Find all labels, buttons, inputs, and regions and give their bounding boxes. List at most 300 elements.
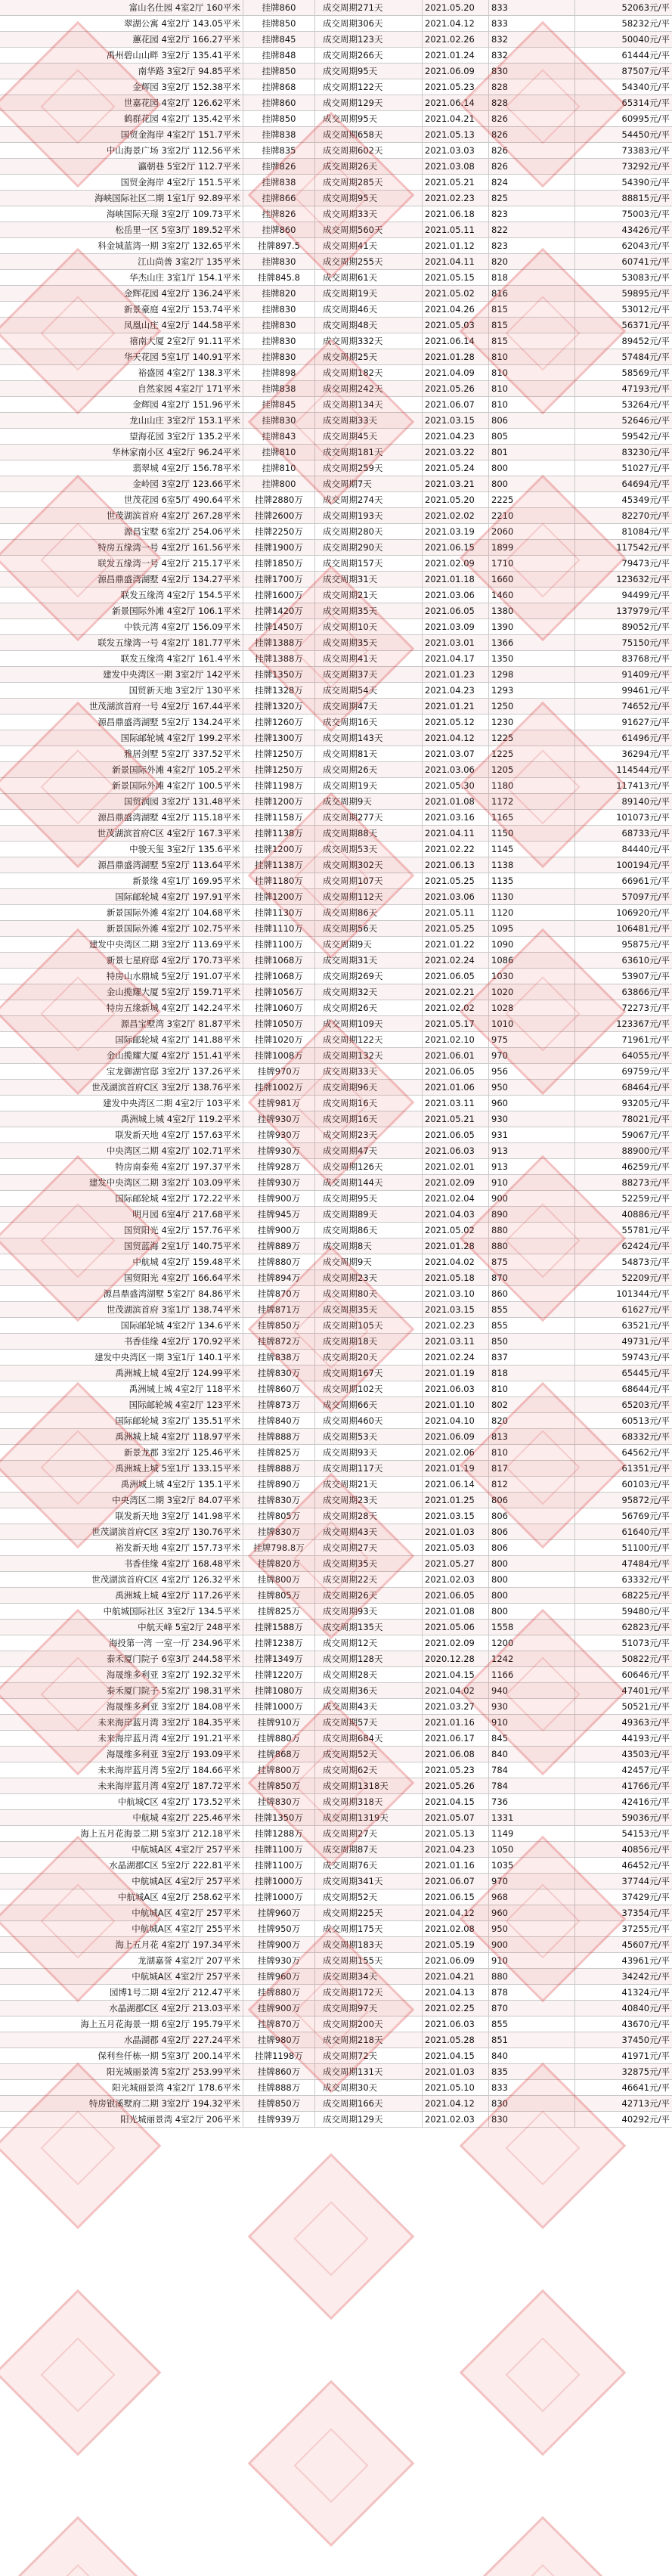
table-row bbox=[0, 905, 672, 921]
listing-title-cell: 科金城蓝湾一期 3室2厅 132.65平米 bbox=[0, 238, 243, 253]
listing-title-cell: 禹洲城上城 4室2厅 118.97平米 bbox=[0, 1429, 243, 1444]
deal-date-cell: 2021.01.08 bbox=[423, 1604, 489, 1619]
deal-cycle-cell: 成交周期96天 bbox=[315, 1080, 423, 1095]
deal-date-cell: 2021.05.23 bbox=[423, 1762, 489, 1778]
unit-price-cell: 57484元/平 bbox=[621, 352, 670, 362]
listing-price-cell: 挂牌1100万 bbox=[243, 1858, 315, 1873]
listing-price-cell: 挂牌1200万 bbox=[243, 794, 315, 809]
deal-price-cell: 802 bbox=[489, 1397, 575, 1412]
table-row bbox=[0, 95, 672, 111]
table-row bbox=[0, 1699, 672, 1715]
table-row bbox=[0, 79, 672, 95]
table-row bbox=[0, 857, 672, 873]
deal-date-cell: 2021.06.09 bbox=[423, 64, 489, 79]
deal-cycle-cell: 成交周期33天 bbox=[315, 1064, 423, 1079]
listing-price-cell: 挂牌830 bbox=[243, 302, 315, 317]
listing-price-cell: 挂牌838 bbox=[243, 175, 315, 190]
unit-price-cell: 91627元/平 bbox=[621, 717, 670, 727]
table-row bbox=[0, 270, 672, 286]
listing-price-cell: 挂牌800万 bbox=[243, 1762, 315, 1778]
table-row bbox=[0, 1350, 672, 1365]
deal-cycle-cell: 成交周期155天 bbox=[315, 1953, 423, 1968]
deal-price-cell: 1130 bbox=[489, 889, 575, 904]
table-row bbox=[0, 826, 672, 842]
deal-cycle-cell: 成交周期43天 bbox=[315, 1699, 423, 1714]
listing-price-cell: 挂牌1068万 bbox=[243, 953, 315, 968]
listing-title-cell: 中骏天玺 3室2厅 135.6平米 bbox=[0, 842, 243, 857]
unit-price-cell: 91409元/平 bbox=[621, 669, 670, 680]
listing-title-cell: 中航城A区 4室2厅 257平米 bbox=[0, 1842, 243, 1857]
unit-price-cell: 78021元/平 bbox=[621, 1114, 670, 1124]
deal-price-cell: 1166 bbox=[489, 1667, 575, 1682]
deal-price-cell: 845 bbox=[489, 1731, 575, 1746]
listing-price-cell: 挂牌850万 bbox=[243, 1778, 315, 1793]
unit-price-cell: 117413元/平 bbox=[616, 780, 670, 791]
unit-price-cell: 54390元/平 bbox=[621, 177, 670, 188]
deal-cycle-cell: 成交周期181天 bbox=[315, 445, 423, 460]
unit-price-cell: 100194元/平 bbox=[616, 860, 670, 870]
table-row bbox=[0, 349, 672, 365]
table-row bbox=[0, 0, 672, 16]
deal-cycle-cell: 成交周期35天 bbox=[315, 635, 423, 650]
listing-price-cell: 挂牌870万 bbox=[243, 1286, 315, 1301]
deal-cycle-cell: 成交周期27天 bbox=[315, 1826, 423, 1841]
listing-title-cell: 禹洲城上城 4室2厅 117.26平米 bbox=[0, 1588, 243, 1603]
unit-price-cell: 37744元/平 bbox=[621, 1876, 670, 1886]
deal-date-cell: 2021.01.08 bbox=[423, 794, 489, 809]
deal-date-cell: 2021.04.15 bbox=[423, 2048, 489, 2063]
unit-price-cell: 123367元/平 bbox=[616, 1018, 670, 1029]
listing-price-cell: 挂牌820万 bbox=[243, 1556, 315, 1571]
deal-price-cell: 840 bbox=[489, 2048, 575, 2063]
listing-title-cell: 金辉园 4室2厅 151.96平米 bbox=[0, 397, 243, 412]
listing-title-cell: 宝龙御湖官邸 3室2厅 137.26平米 bbox=[0, 1064, 243, 1079]
listing-title-cell: 中航城A区 4室2厅 255平米 bbox=[0, 1921, 243, 1936]
deal-price-cell: 1020 bbox=[489, 984, 575, 1000]
listing-title-cell: 世茂湖滨首府C区 3室2厅 130.76平米 bbox=[0, 1524, 243, 1539]
listing-title-cell: 联发新天地 4室2厅 157.63平米 bbox=[0, 1127, 243, 1142]
deal-cycle-cell: 成交周期175天 bbox=[315, 1921, 423, 1936]
deal-cycle-cell: 成交周期290天 bbox=[315, 540, 423, 555]
deal-cycle-cell: 成交周期62天 bbox=[315, 1762, 423, 1778]
deal-cycle-cell: 成交周期143天 bbox=[315, 730, 423, 746]
listing-title-cell: 华林家南小区 4室2厅 96.24平米 bbox=[0, 445, 243, 460]
unit-price-cell: 89452元/平 bbox=[621, 336, 670, 346]
table-row bbox=[0, 460, 672, 476]
deal-date-cell: 2021.04.02 bbox=[423, 1683, 489, 1698]
deal-price-cell: 970 bbox=[489, 1874, 575, 1889]
deal-date-cell: 2021.03.19 bbox=[423, 524, 489, 539]
listing-title-cell: 新景国际外滩 4室2厅 105.2平米 bbox=[0, 762, 243, 777]
deal-date-cell: 2021.04.21 bbox=[423, 111, 489, 126]
deal-date-cell: 2021.02.10 bbox=[423, 1032, 489, 1047]
table-row bbox=[0, 318, 672, 333]
listing-title-cell: 南华路 3室2厅 94.85平米 bbox=[0, 64, 243, 79]
table-row bbox=[0, 397, 672, 413]
listing-price-cell: 挂牌1850万 bbox=[243, 556, 315, 571]
table-row bbox=[0, 1429, 672, 1445]
listing-title-cell: 新景国际外滩 4室2厅 104.68平米 bbox=[0, 905, 243, 920]
deal-price-cell: 1030 bbox=[489, 969, 575, 984]
deal-price-cell: 1165 bbox=[489, 810, 575, 825]
table-row bbox=[0, 127, 672, 143]
deal-cycle-cell: 成交周期9天 bbox=[315, 1254, 423, 1269]
deal-price-cell: 833 bbox=[489, 2080, 575, 2095]
table-row bbox=[0, 1381, 672, 1397]
unit-price-cell: 87507元/平 bbox=[621, 66, 670, 76]
unit-price-cell: 88273元/平 bbox=[621, 1177, 670, 1188]
listing-title-cell: 特房五缘湾一号 4室2厅 161.56平米 bbox=[0, 540, 243, 555]
watermark-logo bbox=[248, 2153, 415, 2320]
unit-price-cell: 41324元/平 bbox=[621, 1987, 670, 1998]
deal-price-cell: 975 bbox=[489, 1032, 575, 1047]
deal-date-cell: 2021.06.07 bbox=[423, 1874, 489, 1889]
table-row bbox=[0, 32, 672, 48]
listing-title-cell: 海投第一湾 一室一厅 234.96平米 bbox=[0, 1635, 243, 1651]
listing-title-cell: 翠湖公寓 4室2厅 143.05平米 bbox=[0, 16, 243, 31]
deal-price-cell: 960 bbox=[489, 1905, 575, 1920]
table-row bbox=[0, 1000, 672, 1016]
deal-cycle-cell: 成交周期32天 bbox=[315, 984, 423, 1000]
unit-price-cell: 82270元/平 bbox=[621, 510, 670, 521]
deal-price-cell: 1899 bbox=[489, 540, 575, 555]
listing-title-cell: 翡翠城 4室2厅 156.78平米 bbox=[0, 460, 243, 476]
deal-cycle-cell: 成交周期52天 bbox=[315, 1747, 423, 1762]
deal-cycle-cell: 成交周期132天 bbox=[315, 1048, 423, 1063]
deal-cycle-cell: 成交周期109天 bbox=[315, 1016, 423, 1031]
listing-title-cell: 未来海岸蓝月湾 4室2厅 187.72平米 bbox=[0, 1778, 243, 1793]
listing-price-cell: 挂牌871万 bbox=[243, 1302, 315, 1317]
listing-title-cell: 自然家园 4室2厅 171平米 bbox=[0, 381, 243, 396]
unit-price-cell: 59542元/平 bbox=[621, 431, 670, 442]
deal-date-cell: 2021.06.15 bbox=[423, 540, 489, 555]
deal-date-cell: 2021.05.30 bbox=[423, 778, 489, 793]
table-row bbox=[0, 1270, 672, 1286]
deal-cycle-cell: 成交周期602天 bbox=[315, 143, 423, 158]
deal-price-cell: 800 bbox=[489, 1572, 575, 1587]
listing-price-cell: 挂牌888万 bbox=[243, 1461, 315, 1476]
listing-title-cell: 阳光城丽景湾 4室2厅 178.6平米 bbox=[0, 2080, 243, 2095]
deal-price-cell: 968 bbox=[489, 1889, 575, 1905]
table-row bbox=[0, 1778, 672, 1794]
deal-cycle-cell: 成交周期182天 bbox=[315, 365, 423, 380]
table-row bbox=[0, 2112, 672, 2128]
listing-price-cell: 挂牌1328万 bbox=[243, 683, 315, 698]
listing-price-cell: 挂牌1200万 bbox=[243, 842, 315, 857]
listing-title-cell: 海峡国际社区二期 1室1厅 92.89平米 bbox=[0, 191, 243, 206]
listing-price-cell: 挂牌1000万 bbox=[243, 1889, 315, 1905]
deal-cycle-cell: 成交周期167天 bbox=[315, 1365, 423, 1381]
listing-price-cell: 挂牌810 bbox=[243, 445, 315, 460]
table-row bbox=[0, 492, 672, 508]
table-row bbox=[0, 1921, 672, 1937]
deal-date-cell: 2021.06.14 bbox=[423, 1477, 489, 1492]
deal-date-cell: 2021.06.05 bbox=[423, 603, 489, 618]
listing-price-cell: 挂牌1068万 bbox=[243, 969, 315, 984]
deal-cycle-cell: 成交周期35天 bbox=[315, 1556, 423, 1571]
deal-price-cell: 1028 bbox=[489, 1000, 575, 1015]
listing-title-cell: 园博1号二期 4室2厅 212.47平米 bbox=[0, 1985, 243, 2000]
table-row bbox=[0, 1080, 672, 1096]
deal-date-cell: 2021.04.10 bbox=[423, 1413, 489, 1428]
deal-date-cell: 2021.03.22 bbox=[423, 445, 489, 460]
deal-cycle-cell: 成交周期122天 bbox=[315, 79, 423, 95]
deal-price-cell: 956 bbox=[489, 1064, 575, 1079]
table-row bbox=[0, 1096, 672, 1111]
deal-price-cell: 1380 bbox=[489, 603, 575, 618]
deal-price-cell: 1298 bbox=[489, 667, 575, 682]
listing-price-cell: 挂牌1198万 bbox=[243, 778, 315, 793]
listing-title-cell: 龙山山庄 3室2厅 153.1平米 bbox=[0, 413, 243, 428]
deal-cycle-cell: 成交周期80天 bbox=[315, 1286, 423, 1301]
listing-title-cell: 水晶湖郡 4室2厅 227.24平米 bbox=[0, 2032, 243, 2047]
listing-title-cell: 书香佳缘 4室2厅 168.48平米 bbox=[0, 1556, 243, 1571]
table-row bbox=[0, 159, 672, 175]
unit-price-cell: 117542元/平 bbox=[616, 542, 670, 553]
deal-date-cell: 2021.06.01 bbox=[423, 1048, 489, 1063]
listing-title-cell: 松岳里一区 5室3厅 189.52平米 bbox=[0, 222, 243, 237]
deal-cycle-cell: 成交周期76天 bbox=[315, 1858, 423, 1873]
unit-price-cell: 72273元/平 bbox=[621, 1003, 670, 1013]
listing-price-cell: 挂牌805万 bbox=[243, 1588, 315, 1603]
deal-price-cell: 1095 bbox=[489, 921, 575, 936]
listing-price-cell: 挂牌1138万 bbox=[243, 826, 315, 841]
unit-price-cell: 59067元/平 bbox=[621, 1130, 670, 1140]
deal-date-cell: 2021.05.20 bbox=[423, 0, 489, 15]
listing-price-cell: 挂牌798.8万 bbox=[243, 1540, 315, 1555]
deal-price-cell: 1225 bbox=[489, 730, 575, 746]
deal-date-cell: 2021.05.17 bbox=[423, 1016, 489, 1031]
unit-price-cell: 41766元/平 bbox=[621, 1781, 670, 1791]
unit-price-cell: 74652元/平 bbox=[621, 701, 670, 711]
unit-price-cell: 32875元/平 bbox=[621, 2066, 670, 2077]
listing-price-cell: 挂牌830万 bbox=[243, 1365, 315, 1381]
unit-price-cell: 123632元/平 bbox=[616, 574, 670, 584]
listing-title-cell: 国贸润园 3室2厅 131.48平米 bbox=[0, 794, 243, 809]
unit-price-cell: 64694元/平 bbox=[621, 479, 670, 489]
deal-price-cell: 784 bbox=[489, 1762, 575, 1778]
listing-price-cell: 挂牌830 bbox=[243, 413, 315, 428]
deal-date-cell: 2021.04.12 bbox=[423, 16, 489, 31]
deal-date-cell: 2021.04.09 bbox=[423, 365, 489, 380]
listing-title-cell: 中铁元湾 4室2厅 156.09平米 bbox=[0, 619, 243, 634]
deal-price-cell: 815 bbox=[489, 302, 575, 317]
deal-price-cell: 1390 bbox=[489, 619, 575, 634]
deal-date-cell: 2021.06.03 bbox=[423, 1143, 489, 1158]
unit-price-cell: 65203元/平 bbox=[621, 1400, 670, 1410]
table-row bbox=[0, 540, 672, 556]
deal-date-cell: 2021.03.06 bbox=[423, 762, 489, 777]
deal-cycle-cell: 成交周期172天 bbox=[315, 1985, 423, 2000]
unit-price-cell: 84440元/平 bbox=[621, 844, 670, 854]
deal-date-cell: 2021.04.13 bbox=[423, 1985, 489, 2000]
table-row bbox=[0, 1365, 672, 1381]
listing-price-cell: 挂牌1450万 bbox=[243, 619, 315, 634]
deal-date-cell: 2021.05.25 bbox=[423, 873, 489, 888]
deal-date-cell: 2021.06.07 bbox=[423, 397, 489, 412]
deal-price-cell: 824 bbox=[489, 175, 575, 190]
listing-price-cell: 挂牌1138万 bbox=[243, 857, 315, 873]
table-row bbox=[0, 1397, 672, 1413]
listing-title-cell: 新景缘 4室1厅 169.95平米 bbox=[0, 873, 243, 888]
deal-date-cell: 2021.01.28 bbox=[423, 349, 489, 364]
deal-date-cell: 2021.02.22 bbox=[423, 842, 489, 857]
deal-date-cell: 2021.03.06 bbox=[423, 889, 489, 904]
deal-date-cell: 2021.02.02 bbox=[423, 1000, 489, 1015]
listing-price-cell: 挂牌1700万 bbox=[243, 572, 315, 587]
deal-cycle-cell: 成交周期72天 bbox=[315, 2048, 423, 2063]
deal-cycle-cell: 成交周期28天 bbox=[315, 1667, 423, 1682]
deal-cycle-cell: 成交周期37天 bbox=[315, 667, 423, 682]
listing-title-cell: 海晟维多利亚 3室2厅 192.32平米 bbox=[0, 1667, 243, 1682]
unit-price-cell: 53907元/平 bbox=[621, 971, 670, 981]
listing-price-cell: 挂牌835 bbox=[243, 143, 315, 158]
table-row bbox=[0, 746, 672, 762]
listing-title-cell: 国际邮轮城 4室2厅 199.2平米 bbox=[0, 730, 243, 746]
deal-cycle-cell: 成交周期41天 bbox=[315, 651, 423, 666]
deal-date-cell: 2021.01.19 bbox=[423, 1461, 489, 1476]
table-row bbox=[0, 953, 672, 969]
listing-title-cell: 世茂湖滨首府 3室1厅 138.74平米 bbox=[0, 1302, 243, 1317]
deal-price-cell: 1050 bbox=[489, 1842, 575, 1857]
listing-title-cell: 蕙花园 4室2厅 166.27平米 bbox=[0, 32, 243, 47]
deal-date-cell: 2021.05.11 bbox=[423, 222, 489, 237]
deal-price-cell: 1558 bbox=[489, 1620, 575, 1635]
unit-price-cell: 50040元/平 bbox=[621, 34, 670, 45]
unit-price-cell: 54340元/平 bbox=[621, 82, 670, 92]
table-row bbox=[0, 476, 672, 492]
table-row bbox=[0, 365, 672, 381]
listing-title-cell: 建发中央湾区二期 3室2厅 113.69平米 bbox=[0, 937, 243, 952]
deal-price-cell: 818 bbox=[489, 270, 575, 285]
listing-price-cell: 挂牌826 bbox=[243, 159, 315, 174]
unit-price-cell: 49363元/平 bbox=[621, 1717, 670, 1728]
unit-price-cell: 68644元/平 bbox=[621, 1384, 670, 1394]
listing-price-cell: 挂牌2600万 bbox=[243, 508, 315, 523]
deal-date-cell: 2021.01.10 bbox=[423, 1397, 489, 1412]
table-row bbox=[0, 1508, 672, 1524]
listing-price-cell: 挂牌928万 bbox=[243, 1159, 315, 1174]
listing-price-cell: 挂牌980万 bbox=[243, 2032, 315, 2047]
deal-price-cell: 913 bbox=[489, 1159, 575, 1174]
deal-price-cell: 822 bbox=[489, 222, 575, 237]
unit-price-cell: 68464元/平 bbox=[621, 1082, 670, 1093]
deal-price-cell: 1145 bbox=[489, 842, 575, 857]
deal-date-cell: 2021.02.01 bbox=[423, 1159, 489, 1174]
table-row bbox=[0, 222, 672, 238]
unit-price-cell: 37255元/平 bbox=[621, 1923, 670, 1934]
table-row bbox=[0, 254, 672, 270]
deal-cycle-cell: 成交周期269天 bbox=[315, 969, 423, 984]
listing-title-cell: 金山揽耀大厦 4室2厅 151.41平米 bbox=[0, 1048, 243, 1063]
listing-title-cell: 凤凰山庄 4室2厅 144.58平米 bbox=[0, 318, 243, 333]
listing-title-cell: 海峡国际天璟 3室2厅 109.73平米 bbox=[0, 206, 243, 222]
deal-date-cell: 2021.02.09 bbox=[423, 556, 489, 571]
deal-price-cell: 812 bbox=[489, 1477, 575, 1492]
listing-title-cell: 建发中央湾区二期 4室2厅 103平米 bbox=[0, 1096, 243, 1111]
deal-cycle-cell: 成交周期36天 bbox=[315, 1683, 423, 1698]
listing-price-cell: 挂牌840万 bbox=[243, 1413, 315, 1428]
deal-cycle-cell: 成交周期341天 bbox=[315, 1874, 423, 1889]
unit-price-cell: 40886元/平 bbox=[621, 1209, 670, 1220]
deal-date-cell: 2021.02.04 bbox=[423, 1191, 489, 1206]
unit-price-cell: 46452元/平 bbox=[621, 1860, 670, 1871]
table-row bbox=[0, 1953, 672, 1969]
table-row bbox=[0, 1032, 672, 1048]
table-row bbox=[0, 64, 672, 79]
unit-price-cell: 114544元/平 bbox=[616, 764, 670, 775]
table-row bbox=[0, 635, 672, 651]
deal-price-cell: 1710 bbox=[489, 556, 575, 571]
listing-title-cell: 中航天峰 5室2厅 248平米 bbox=[0, 1620, 243, 1635]
deal-date-cell: 2021.05.03 bbox=[423, 318, 489, 333]
unit-price-cell: 95872元/平 bbox=[621, 1495, 670, 1505]
deal-date-cell: 2021.02.09 bbox=[423, 1175, 489, 1190]
listing-price-cell: 挂牌960万 bbox=[243, 1969, 315, 1984]
deal-price-cell: 855 bbox=[489, 1302, 575, 1317]
deal-date-cell: 2021.03.11 bbox=[423, 1334, 489, 1349]
table-row bbox=[0, 1572, 672, 1588]
deal-price-cell: 800 bbox=[489, 1604, 575, 1619]
deal-cycle-cell: 成交周期10天 bbox=[315, 619, 423, 634]
deal-cycle-cell: 成交周期33天 bbox=[315, 413, 423, 428]
deal-cycle-cell: 成交周期19天 bbox=[315, 286, 423, 301]
deal-price-cell: 950 bbox=[489, 1080, 575, 1095]
deal-price-cell: 813 bbox=[489, 1429, 575, 1444]
table-row bbox=[0, 1604, 672, 1620]
table-row bbox=[0, 286, 672, 302]
deal-cycle-cell: 成交周期12天 bbox=[315, 1635, 423, 1651]
listing-title-cell: 国贸阳光 4室2厅 166.64平米 bbox=[0, 1270, 243, 1285]
unit-price-cell: 59480元/平 bbox=[621, 1606, 670, 1617]
table-row bbox=[0, 1667, 672, 1683]
deal-cycle-cell: 成交周期166天 bbox=[315, 2096, 423, 2111]
deal-date-cell: 2021.04.15 bbox=[423, 1794, 489, 1809]
table-row bbox=[0, 1048, 672, 1064]
deal-cycle-cell: 成交周期25天 bbox=[315, 349, 423, 364]
listing-price-cell: 挂牌1260万 bbox=[243, 715, 315, 730]
listing-title-cell: 新景龙郡 3室2厅 125.46平米 bbox=[0, 1445, 243, 1460]
deal-date-cell: 2021.01.03 bbox=[423, 1524, 489, 1539]
deal-cycle-cell: 成交周期66天 bbox=[315, 1397, 423, 1412]
table-row bbox=[0, 381, 672, 397]
deal-cycle-cell: 成交周期129天 bbox=[315, 2112, 423, 2127]
deal-date-cell: 2021.05.25 bbox=[423, 921, 489, 936]
listing-price-cell: 挂牌930万 bbox=[243, 1111, 315, 1127]
deal-price-cell: 800 bbox=[489, 1588, 575, 1603]
listing-price-cell: 挂牌981万 bbox=[243, 1096, 315, 1111]
listing-price-cell: 挂牌880万 bbox=[243, 1985, 315, 2000]
deal-date-cell: 2021.06.13 bbox=[423, 857, 489, 873]
listing-title-cell: 特房山水鼎城 5室2厅 191.07平米 bbox=[0, 969, 243, 984]
deal-cycle-cell: 成交周期56天 bbox=[315, 921, 423, 936]
deal-date-cell: 2021.05.24 bbox=[423, 460, 489, 476]
listing-price-cell: 挂牌845.8 bbox=[243, 270, 315, 285]
table-row bbox=[0, 969, 672, 984]
deal-date-cell: 2021.02.23 bbox=[423, 191, 489, 206]
unit-price-cell: 50822元/平 bbox=[621, 1654, 670, 1664]
deal-cycle-cell: 成交周期26天 bbox=[315, 762, 423, 777]
unit-price-cell: 95875元/平 bbox=[621, 939, 670, 950]
listing-title-cell: 未来海岸蓝月湾 4室2厅 191.21平米 bbox=[0, 1731, 243, 1746]
deal-date-cell: 2021.03.21 bbox=[423, 476, 489, 491]
deal-cycle-cell: 成交周期41天 bbox=[315, 238, 423, 253]
unit-price-cell: 59036元/平 bbox=[621, 1812, 670, 1823]
deal-cycle-cell: 成交周期271天 bbox=[315, 0, 423, 15]
listing-price-cell: 挂牌860 bbox=[243, 222, 315, 237]
deal-price-cell: 806 bbox=[489, 1508, 575, 1524]
unit-price-cell: 68332元/平 bbox=[621, 1431, 670, 1442]
